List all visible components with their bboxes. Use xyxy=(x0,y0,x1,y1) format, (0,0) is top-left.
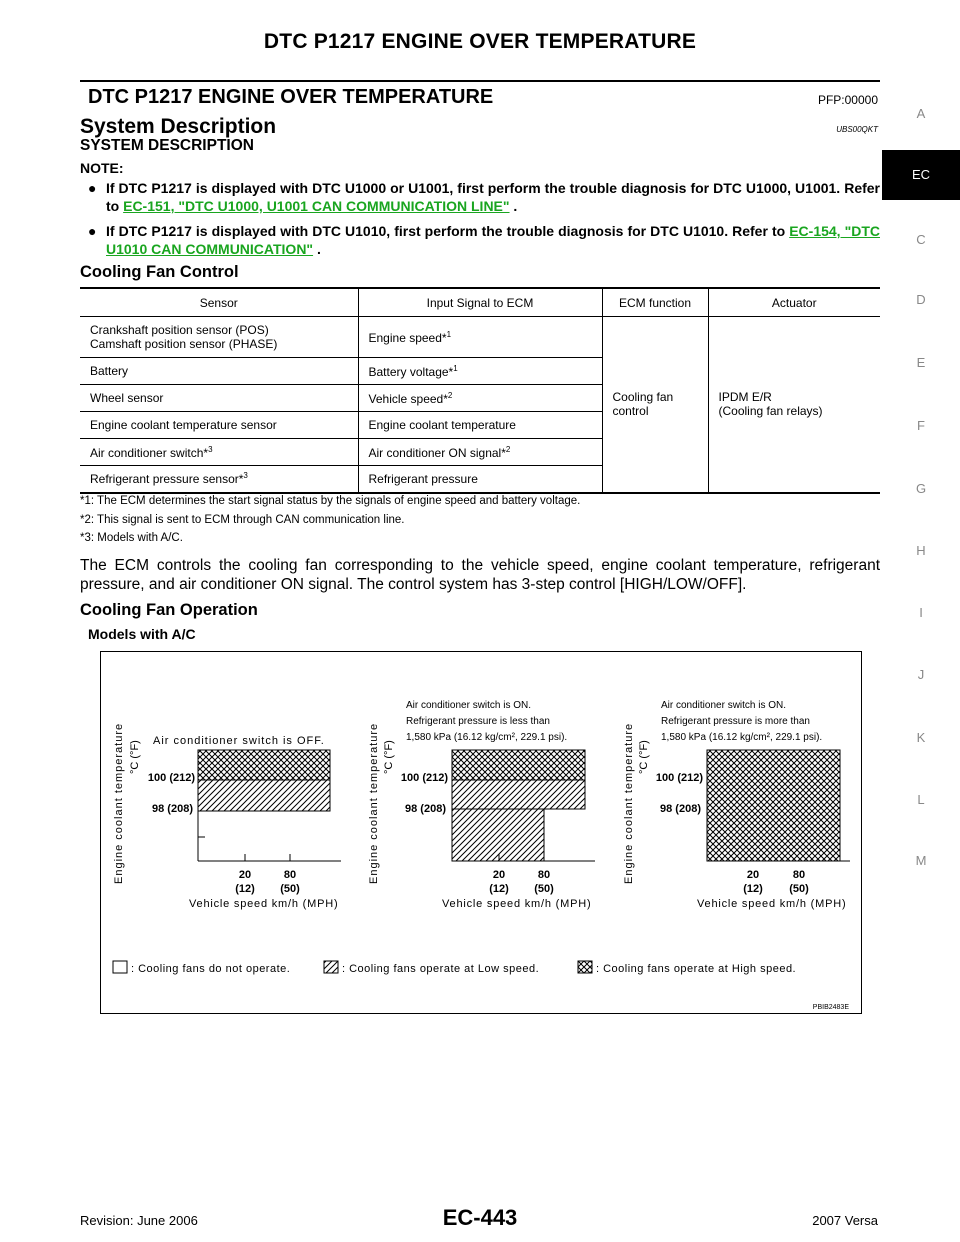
panel3-title: 1,580 kPa (16.12 kg/cm², 229.1 psi). xyxy=(661,732,823,743)
legend-swatch-low xyxy=(324,961,338,973)
subtitle: SYSTEM DESCRIPTION xyxy=(80,137,254,154)
table-cell-signal: Air conditioner ON signal*$^2$ xyxy=(358,439,602,466)
ref-link-u1000[interactable]: EC-151, "DTC U1000, U1001 CAN COMMUNICATION LINE" xyxy=(123,198,510,214)
x-axis-label: Vehicle speed km/h (MPH) xyxy=(697,898,847,910)
running-header: DTC P1217 ENGINE OVER TEMPERATURE xyxy=(263,30,697,53)
sidebar-letter-m[interactable]: M xyxy=(915,853,927,868)
panel2-title: 1,580 kPa (16.12 kg/cm², 229.1 psi). xyxy=(406,732,568,743)
cooling-fan-figure xyxy=(100,651,862,1014)
table-cell-signal: Engine speed*$^1$ xyxy=(358,317,602,358)
bullet-dot: ● xyxy=(88,180,97,196)
x-tick-label: 80 xyxy=(537,869,551,881)
legend-swatch-high xyxy=(578,961,592,973)
low-speed-area xyxy=(198,780,330,811)
models-label: Models with A/C xyxy=(88,626,196,642)
footer-model: 2007 Versa xyxy=(812,1213,878,1228)
panel2-title: Air conditioner switch is ON. xyxy=(406,700,532,711)
panel3-title: Refrigerant pressure is more than xyxy=(661,716,810,727)
panel2-title: Refrigerant pressure is less than xyxy=(406,716,550,727)
table-cell-sensor: Refrigerant pressure sensor*$^3$ xyxy=(80,466,358,493)
table-cell-signal: Vehicle speed*$^2$ xyxy=(358,385,602,412)
panel-ac-off xyxy=(113,723,341,910)
x-tick-label: 20 xyxy=(492,869,506,881)
figure-legend xyxy=(113,961,796,975)
table-cell-sensor: Air conditioner switch*$^3$ xyxy=(80,439,358,466)
signal-table xyxy=(80,287,880,494)
note-bullet xyxy=(88,179,880,215)
sidebar-letter-f[interactable]: F xyxy=(917,418,925,433)
sidebar-letter-h[interactable]: H xyxy=(916,543,926,558)
x-tick-label: (50) xyxy=(534,883,554,895)
x-tick-label: (12) xyxy=(235,883,255,895)
footnote: *1: The ECM determines the start signal status by the signals of engine speed and battery voltage. xyxy=(80,495,581,507)
cooling-fan-control-heading: Cooling Fan Control xyxy=(80,263,239,281)
x-tick-label: (12) xyxy=(489,883,509,895)
col-header-input: Input Signal to ECM xyxy=(358,288,602,317)
cooling-fan-operation-heading: Cooling Fan Operation xyxy=(80,601,258,619)
x-tick-label: 20 xyxy=(238,869,252,881)
legend-low: : Cooling fans operate at Low speed. xyxy=(342,963,540,975)
x-tick-label: 80 xyxy=(283,869,297,881)
table-cell-sensor: Crankshaft position sensor (POS) Camshaft position sensor (PHASE) xyxy=(80,317,358,358)
low-speed-area xyxy=(452,809,544,861)
footnote: *3: Models with A/C. xyxy=(80,532,183,544)
low-speed-area xyxy=(452,780,585,809)
page-number: EC-443 xyxy=(442,1205,518,1230)
footnote: *2: This signal is sent to ECM through CAN communication line. xyxy=(80,514,405,526)
table-cell-signal: Refrigerant pressure xyxy=(358,466,602,493)
sidebar-letter-g[interactable]: G xyxy=(915,481,927,496)
x-tick-label: (50) xyxy=(789,883,809,895)
y-tick-high: 100 (212) xyxy=(400,772,448,784)
x-axis-label: Vehicle speed km/h (MPH) xyxy=(442,898,592,910)
y-axis-unit: °C (°F) xyxy=(383,740,395,774)
panel3-title: Air conditioner switch is ON. xyxy=(661,700,787,711)
y-tick-low: 98 (208) xyxy=(152,803,193,815)
x-axis-label: Vehicle speed km/h (MPH) xyxy=(189,898,339,910)
col-header-actuator: Actuator xyxy=(708,288,880,317)
x-tick-label: 80 xyxy=(792,869,806,881)
header-rule xyxy=(80,80,880,82)
high-speed-area xyxy=(452,750,585,780)
sidebar-letter-a[interactable]: A xyxy=(916,106,926,121)
ref-link-u1010[interactable]: EC-154, "DTC U1010 CAN COMMUNICATION" xyxy=(106,223,880,257)
high-speed-area xyxy=(198,750,330,780)
sidebar-letter-i[interactable]: I xyxy=(919,605,923,620)
system-description-heading: System Description xyxy=(80,115,277,138)
panel-ac-on-low-pressure xyxy=(368,700,595,910)
bullet-dot: ● xyxy=(88,223,97,239)
footer-revision: Revision: June 2006 xyxy=(80,1213,198,1228)
table-cell-sensor: Engine coolant temperature sensor xyxy=(80,412,358,439)
y-axis-label: Engine coolant temperature xyxy=(113,722,125,884)
y-axis-label: Engine coolant temperature xyxy=(623,722,635,884)
table-cell-signal: Battery voltage*$^1$ xyxy=(358,358,602,385)
note-bullet xyxy=(88,222,880,258)
pfp-code: PFP:00000 xyxy=(817,93,878,107)
x-tick-label: 20 xyxy=(746,869,760,881)
sidebar-letter-k[interactable]: K xyxy=(916,730,926,745)
figure-code: PBIB2483E xyxy=(812,1004,849,1011)
y-tick-low: 98 (208) xyxy=(405,803,446,815)
sidebar-active-ec[interactable]: EC xyxy=(882,150,960,200)
panel1-title: Air conditioner switch is OFF. xyxy=(153,735,325,747)
description-paragraph: The ECM controls the cooling fan corresponding to the vehicle speed, engine coolant temperature, refrigerant pressure, and air conditioner ON signal. The control system has 3-step control [HIGH/LOW/OFF]. xyxy=(80,557,880,593)
sidebar-letter-j[interactable]: J xyxy=(917,667,925,682)
legend-high: : Cooling fans operate at High speed. xyxy=(596,963,797,975)
table-cell-sensor: Wheel sensor xyxy=(80,385,358,412)
col-header-sensor: Sensor xyxy=(80,288,358,317)
legend-off: : Cooling fans do not operate. xyxy=(131,963,291,975)
y-axis-label: Engine coolant temperature xyxy=(368,722,380,884)
legend-swatch-off xyxy=(113,961,127,973)
y-tick-high: 100 (212) xyxy=(655,772,703,784)
sidebar-letter-c[interactable]: C xyxy=(916,232,926,247)
sidebar-letter-e[interactable]: E xyxy=(916,355,926,370)
y-tick-low: 98 (208) xyxy=(660,803,701,815)
x-tick-label: (50) xyxy=(280,883,300,895)
section-title: DTC P1217 ENGINE OVER TEMPERATURE xyxy=(88,86,494,108)
figure-svg xyxy=(101,652,861,1013)
section-code: UBS00QKT xyxy=(836,125,878,134)
table-cell-sensor: Battery xyxy=(80,358,358,385)
panel-ac-on-high-pressure xyxy=(623,700,850,910)
col-header-ecm: ECM function xyxy=(602,288,708,317)
y-axis-unit: °C (°F) xyxy=(129,740,141,774)
note-bullet-text: If DTC P1217 is displayed with DTC U1000 or U1001, first perform the trouble diagnosis for DTC U1000, U1001. Refer to EC-151, "DTC U1000, U1001 CAN COMMUNICATION LINE" . xyxy=(106,180,880,214)
high-speed-area xyxy=(707,750,840,861)
y-tick-high: 100 (212) xyxy=(147,772,195,784)
y-axis-unit: °C (°F) xyxy=(638,740,650,774)
table-cell-actuator: IPDM E/R (Cooling fan relays) xyxy=(708,317,880,493)
table-cell-ecm-function: Cooling fan control xyxy=(602,317,708,493)
x-tick-label: (12) xyxy=(743,883,763,895)
note-bullet-text: If DTC P1217 is displayed with DTC U1010, first perform the trouble diagnosis for DTC U1010. Refer to EC-154, "DTC U1010 CAN COMMUNICATION" . xyxy=(106,223,880,257)
note-label: NOTE: xyxy=(80,160,124,176)
sidebar-letter-l[interactable]: L xyxy=(917,792,925,807)
table-cell-signal: Engine coolant temperature xyxy=(358,412,602,439)
sidebar-letter-d[interactable]: D xyxy=(916,292,926,307)
